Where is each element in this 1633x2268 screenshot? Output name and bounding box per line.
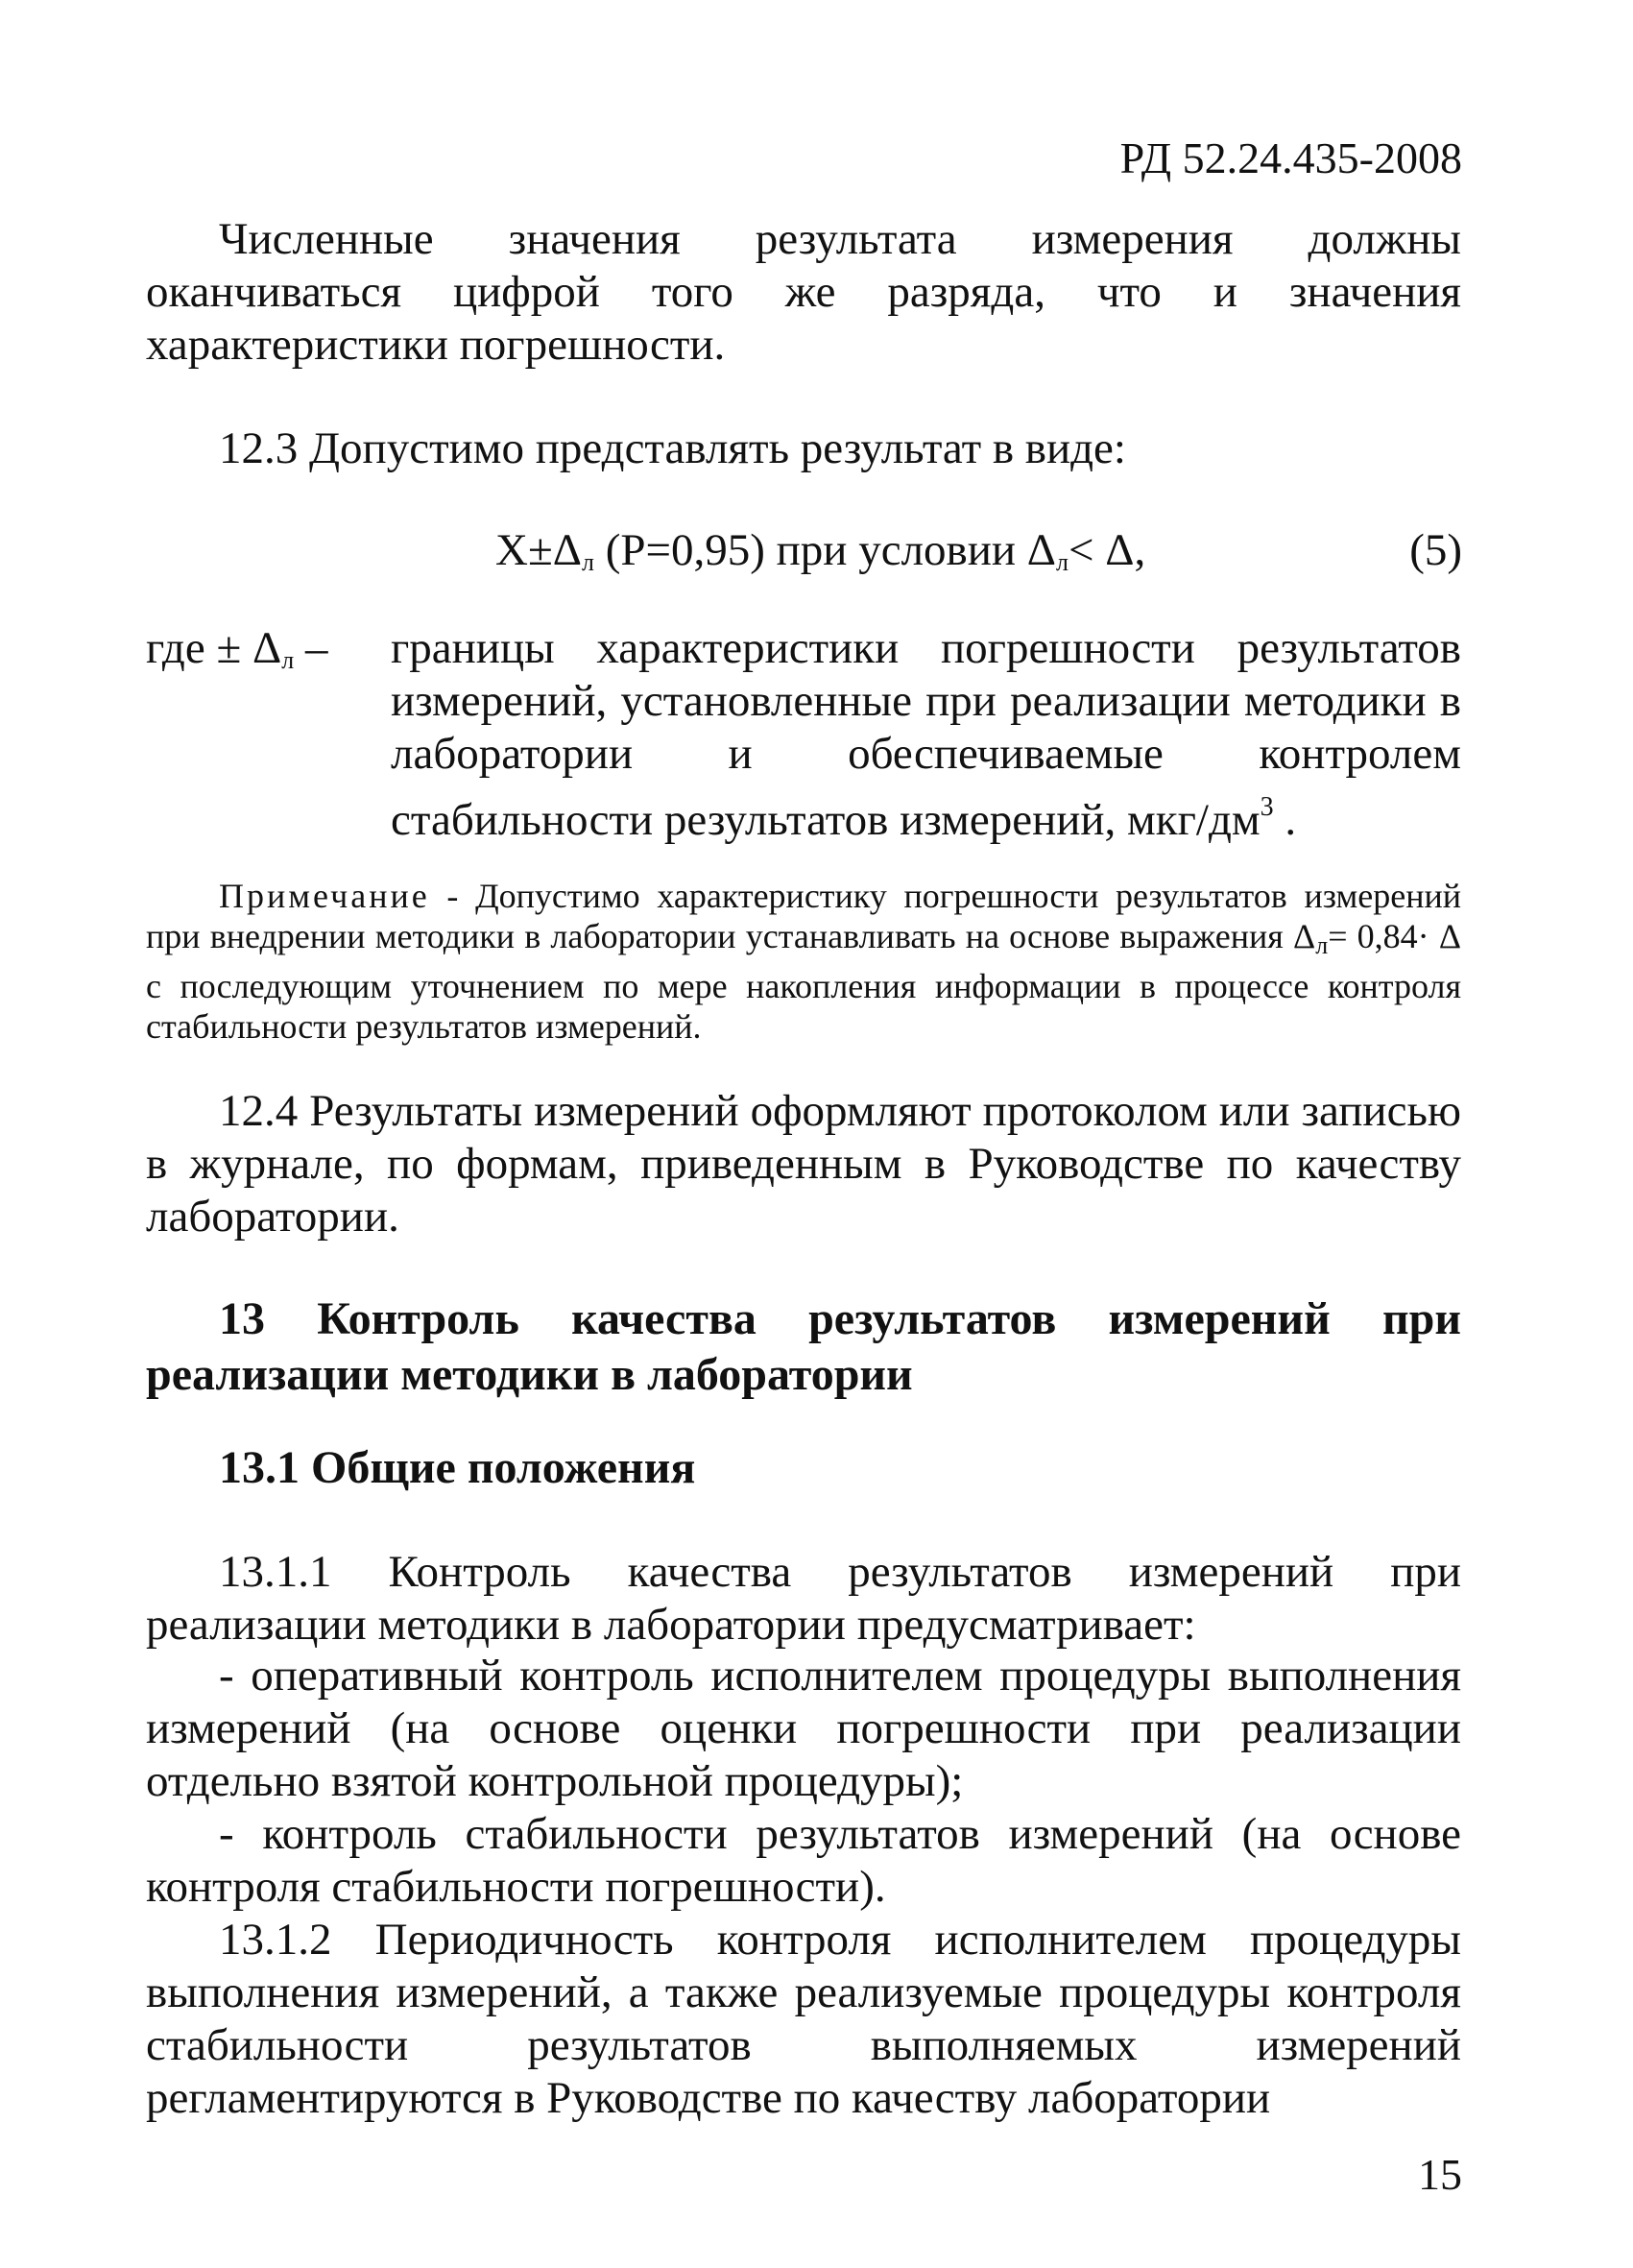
paragraph-13-1-2: 13.1.2 Периодичность контроля исполнителем процедуры выполнения измерений, а также реализуемые процедуры контроля стабильности результатов выполняемых измерений регламентируются в Руководстве по качеству лаборатории bbox=[146, 1915, 1461, 2123]
list-item-stability-control: - контроль стабильности результатов измерений (на основе контроля стабильности погрешности). bbox=[146, 1809, 1461, 1912]
formula-condition: (P=0,95) при условии Δ bbox=[593, 525, 1056, 575]
where-label bbox=[146, 622, 327, 675]
formula-sub-l2: л bbox=[1056, 548, 1069, 576]
where-label-text: где ± Δ bbox=[146, 623, 282, 673]
where-definition bbox=[391, 622, 1461, 847]
where-label-sub: л bbox=[281, 646, 295, 674]
list-item-operative-control: - оперативный контроль исполнителем процедуры выполнения измерений (на основе оценки погрешности при реализации отдельно взятой контрольной процедуры); bbox=[146, 1651, 1461, 1806]
formula-x-pm: X±Δ bbox=[495, 525, 582, 575]
equation-number: (5) bbox=[1409, 525, 1462, 575]
formula-sub-l: л bbox=[581, 548, 594, 576]
where-definition-text: границы характеристики погрешности результатов измерений, установленные при реализации методики в лаборатории и обеспечиваемые контролем стабильности результатов измерений, мкг/дм bbox=[391, 623, 1461, 845]
note-sub: л bbox=[1315, 931, 1329, 959]
where-dash: – bbox=[294, 623, 328, 673]
note bbox=[146, 876, 1461, 1047]
note-label: Примечание bbox=[219, 877, 430, 915]
section-13-heading: 13 Контроль качества результатов измерений при реализации методики в лаборатории bbox=[146, 1293, 1461, 1400]
paragraph-13-1-1: 13.1.1 Контроль качества результатов измерений при реализации методики в лаборатории предусматривает: bbox=[146, 1547, 1461, 1650]
note-text-2: = 0,84· Δ с последующим уточнением по мере накопления информации в процессе контроля стабильности результатов измерений. bbox=[146, 917, 1461, 1046]
paragraph-numeric-values: Численные значения результата измерения должны оканчиваться цифрой того же разряда, что и значения характеристики погрешности. bbox=[146, 214, 1461, 370]
section-13-1-heading: 13.1 Общие положения bbox=[219, 1442, 696, 1493]
note-text-1: - Допустимо характеристику погрешности результатов измерений при внедрении методики в лаборатории устанавливать на основе выражения Δ bbox=[146, 877, 1461, 955]
where-definition-sup: 3 bbox=[1260, 792, 1274, 822]
paragraph-12-3: 12.3 Допустимо представлять результат в виде: bbox=[219, 423, 1126, 473]
where-definition-end: . bbox=[1273, 795, 1297, 845]
formula-tail: < Δ, bbox=[1068, 525, 1146, 575]
paragraph-12-4: 12.4 Результаты измерений оформляют протоколом или записью в журнале, по формам, приведенным в Руководстве по качеству лаборатории. bbox=[146, 1086, 1461, 1242]
document-code: РД 52.24.435-2008 bbox=[1119, 133, 1462, 182]
formula-5 bbox=[495, 524, 1145, 577]
page-number: 15 bbox=[1418, 2150, 1462, 2199]
